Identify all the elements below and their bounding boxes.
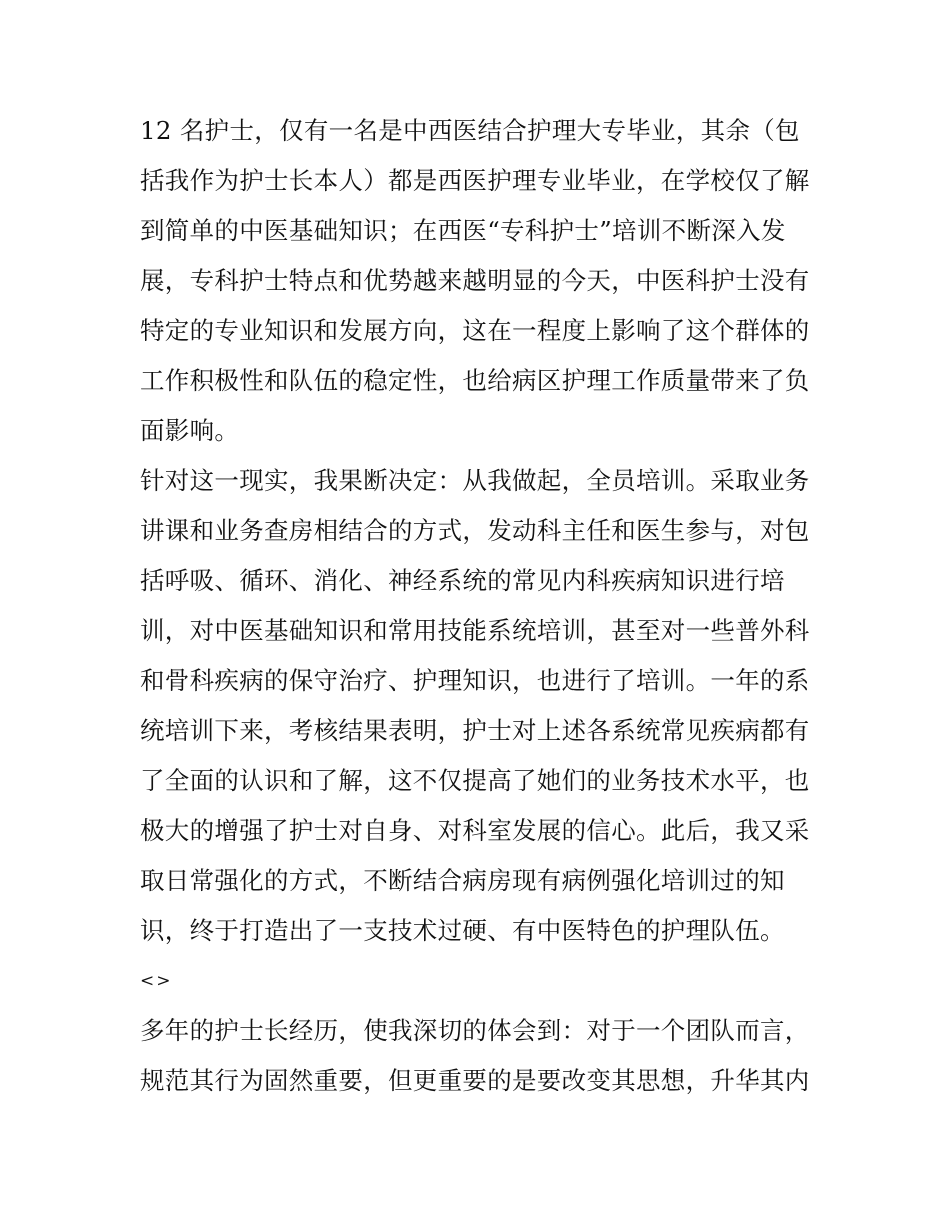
text-line: 展，专科护士特点和优势越来越明显的今天，中医科护士没有 xyxy=(140,266,810,295)
text-line: 面影响。 xyxy=(140,416,240,445)
text-line: 规范其行为固然重要，但更重要的是要改变其思想，升华其内 xyxy=(140,1066,810,1095)
paragraph-3 xyxy=(140,1006,820,1106)
text-line: 多年的护士长经历，使我深切的体会到：对于一个团队而言， xyxy=(140,1016,810,1045)
text-line: 识，终于打造出了一支技术过硬、有中医特色的护理队伍。 xyxy=(140,916,785,945)
text-line: 到简单的中医基础知识；在西医“专科护士”培训不断深入发 xyxy=(140,216,786,245)
text-line: 取日常强化的方式，不断结合病房现有病例强化培训过的知 xyxy=(140,866,785,895)
paragraph-1 xyxy=(140,106,820,456)
text-line: 统培训下来，考核结果表明，护士对上述各系统常见疾病都有 xyxy=(140,716,810,745)
document-body xyxy=(140,106,820,1106)
text-line: 极大的增强了护士对自身、对科室发展的信心。此后，我又采 xyxy=(140,816,810,845)
text-line: 讲课和业务查房相结合的方式，发动科主任和医生参与，对包 xyxy=(140,516,810,545)
text-line: 特定的专业知识和发展方向，这在一程度上影响了这个群体的 xyxy=(140,316,810,345)
paragraph-2 xyxy=(140,456,820,956)
text-line: 括我作为护士长本人）都是西医护理专业毕业，在学校仅了解 xyxy=(140,166,810,195)
section-separator: <> xyxy=(140,971,173,991)
text-line: 针对这一现实，我果断决定：从我做起，全员培训。采取业务 xyxy=(140,466,810,495)
text-line: 括呼吸、循环、消化、神经系统的常见内科疾病知识进行培 xyxy=(140,566,785,595)
text-line: 和骨科疾病的保守治疗、护理知识，也进行了培训。一年的系 xyxy=(140,666,810,695)
text-line: 工作积极性和队伍的稳定性，也给病区护理工作质量带来了负 xyxy=(140,366,810,395)
text-line: 12 名护士，仅有一名是中西医结合护理大专毕业，其余（包 xyxy=(140,116,800,145)
text-line: 训，对中医基础知识和常用技能系统培训，甚至对一些普外科 xyxy=(140,616,810,645)
text-line: 了全面的认识和了解，这不仅提高了她们的业务技术水平，也 xyxy=(140,766,810,795)
